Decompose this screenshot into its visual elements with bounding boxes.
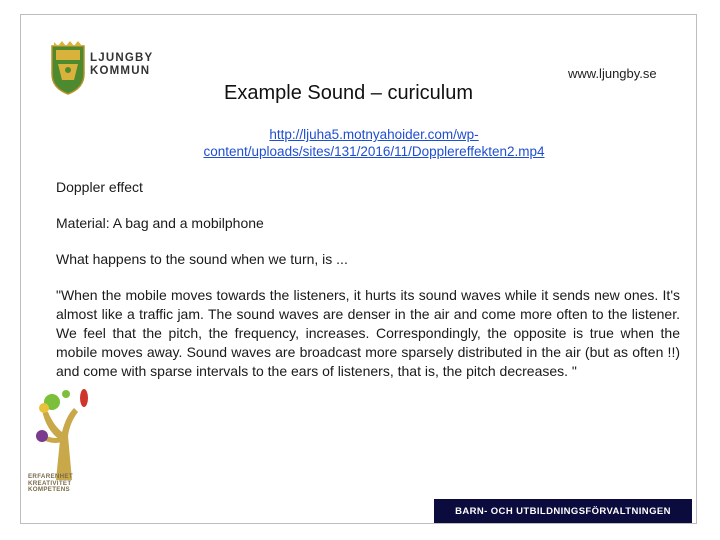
- material-text: Material: A bag and a mobilphone: [56, 215, 264, 231]
- tree-caption-line-3: KOMPETENS: [28, 486, 70, 494]
- tree-caption-line-2: KREATIVITET: [28, 479, 72, 487]
- slide-title: Example Sound – curiculum: [224, 82, 474, 104]
- logo-line-1: LJUNGBY: [90, 52, 154, 64]
- topic-text: Doppler effect: [56, 179, 143, 195]
- site-url[interactable]: www.ljungby.se: [568, 66, 657, 81]
- tree-caption-line-1: ERFARENHET: [28, 473, 73, 480]
- question-text: What happens to the sound when we turn, is ...: [56, 251, 348, 267]
- ljungby-logo: [48, 40, 163, 96]
- explanation-quote: "When the mobile moves towards the listeners, it hurts its sound waves while it sends new ones. It's almost like a traffic jam. The sound waves are denser in the air and come more often to the listener. We feel that the pitch, the frequency, increases. Correspondingly, the opposite is true when the mobile moves away. Sound waves are broadcast more sparsely distributed in the air (but as often !!) and come with sparse intervals to the ears of listeners, that is, the pitch decreases. ": [56, 287, 680, 379]
- tree-logo: [26, 380, 96, 525]
- logo-line-2: KOMMUN: [90, 65, 151, 77]
- footer-banner: [434, 499, 692, 523]
- tree-caption: [28, 474, 73, 494]
- coat-of-arms-icon: [48, 40, 88, 96]
- video-link[interactable]: http://ljuha5.motnyahoider.com/wp-content/uploads/sites/131/2016/11/Dopplereffekten2.mp4: [203, 127, 545, 159]
- footer-text: BARN- OCH UTBILDNINGSFÖRVALTNINGEN: [455, 505, 671, 517]
- tree-icon: [26, 380, 96, 480]
